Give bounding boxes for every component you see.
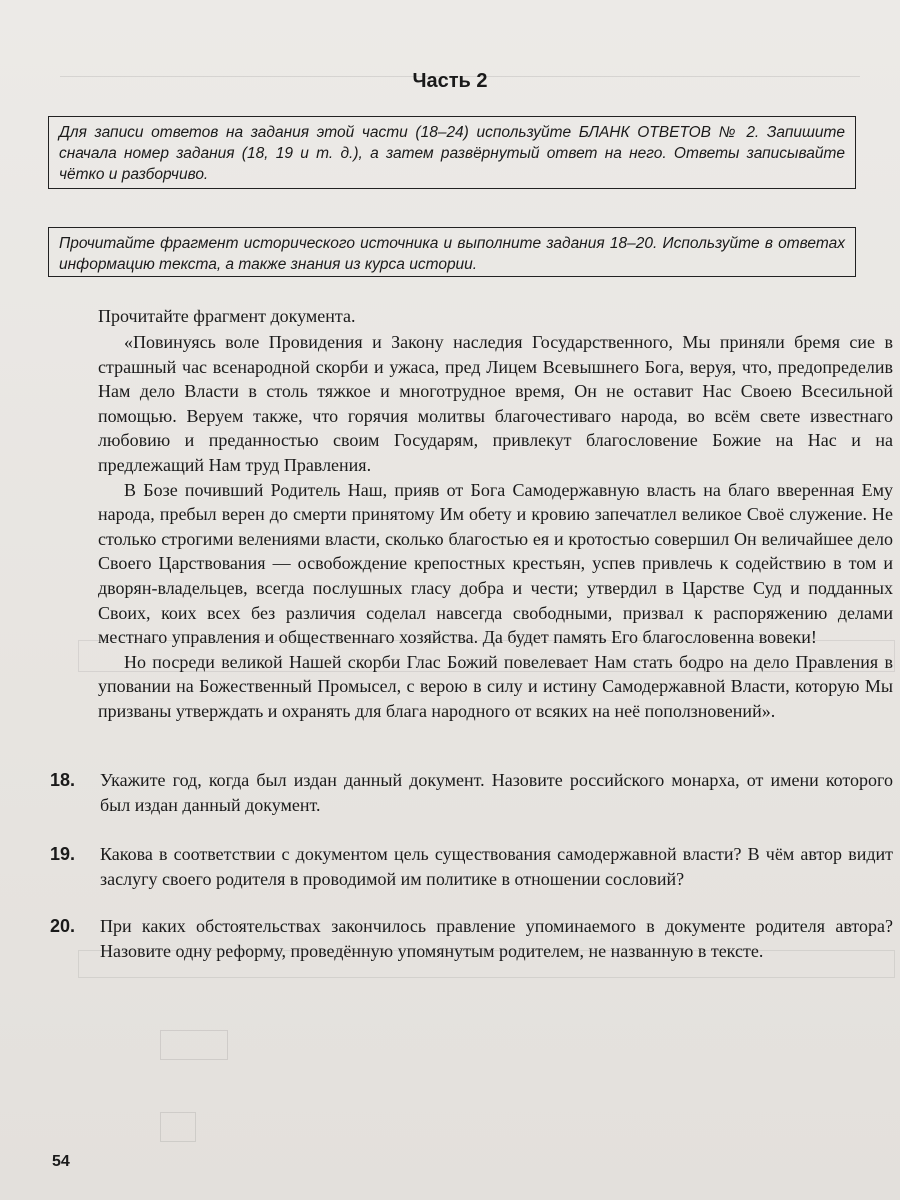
question-number: 20. [50, 916, 76, 936]
question-text: При каких обстоятельствах закончилось правление упоминаемого в документе родителя автора? Назовите одну реформу, проведённую упомянутым родителем, не названную в тексте. [100, 916, 893, 961]
document-paragraph: «Повинуясь воле Провидения и Закону наследия Государственного, Мы приняли бремя сие в страшный час всенародной скорби и ужаса, пред Лицем Всевышнего Бога, веруя, что, предопределив Нам дело Власти в столь тяжкое и многотрудное время, Он не оставит Нас Своею Всесильной помощью. Веруем также, что горячия молитвы благочестиваго народа, во всём свете известнаго любовию и преданностью своим Государям, привлекут благословение Божие на Нас и на предлежащий Нам труд Правления. [98, 332, 893, 475]
source-instruction-box: Прочитайте фрагмент исторического источника и выполните задания 18–20. Используйте в ответах информацию текста, а также знания из курса истории. [48, 227, 856, 277]
show-through-answer-cell [160, 1112, 196, 1142]
question-20 [50, 914, 893, 963]
document-paragraph: В Бозе почивший Родитель Наш, прияв от Бога Самодержавную власть на благо вверенная Ему народа, пребыл верен до смерти принятому Им обету и кровию запечатлел великое Своё служение. Не столько строгими велениями власти, сколько благостью ея и кротостью совершил Он величайшее дело Своего Царствования — освобождение крепостных крестьян, успев привлечь к содействию в том и дворян-владельцев, всегда послушных гласу добра и чести; утвердил в Царстве Суд и подданных Своих, коих всех без различия соделал навсегда свободными, призвал к распоряжению делами местнаго управления и общественнаго хозяйства. Да будет память Его благословенна вовеки! [98, 479, 893, 648]
part-title: Часть 2 [412, 70, 488, 92]
question-19 [50, 842, 893, 891]
question-number: 18. [50, 770, 76, 790]
document-intro-text: Прочитайте фрагмент документа. [98, 306, 356, 326]
page-number: 54 [52, 1153, 70, 1170]
answers-instruction-box: Для записи ответов на задания этой части (18–24) используйте БЛАНК ОТВЕТОВ № 2. Запишите сначала номер задания (18, 19 и т. д.), а затем развёрнутый ответ на него. Ответы записывайте чётко и разборчиво. [48, 116, 856, 189]
question-text: Укажите год, когда был издан данный документ. Назовите российского монарха, от имени которого был издан данный документ. [100, 770, 893, 815]
document-paragraph: Но посреди великой Нашей скорби Глас Божий повелевает Нам стать бодро на дело Правления в уповании на Божественный Промысел, с верою в силу и истину Самодержавной Власти, которую Мы призваны утверждать и охранять для блага народного от всяких на неё поползновений». [98, 651, 893, 721]
document-fragment [98, 330, 893, 724]
question-text: Какова в соответствии с документом цель существования самодержавной власти? В чём автор видит заслугу своего родителя в проводимой им политике в отношении сословий? [100, 844, 893, 889]
document-intro [98, 304, 893, 329]
question-number: 19. [50, 844, 76, 864]
question-18 [50, 768, 893, 817]
show-through-answer-cell [160, 1030, 228, 1060]
